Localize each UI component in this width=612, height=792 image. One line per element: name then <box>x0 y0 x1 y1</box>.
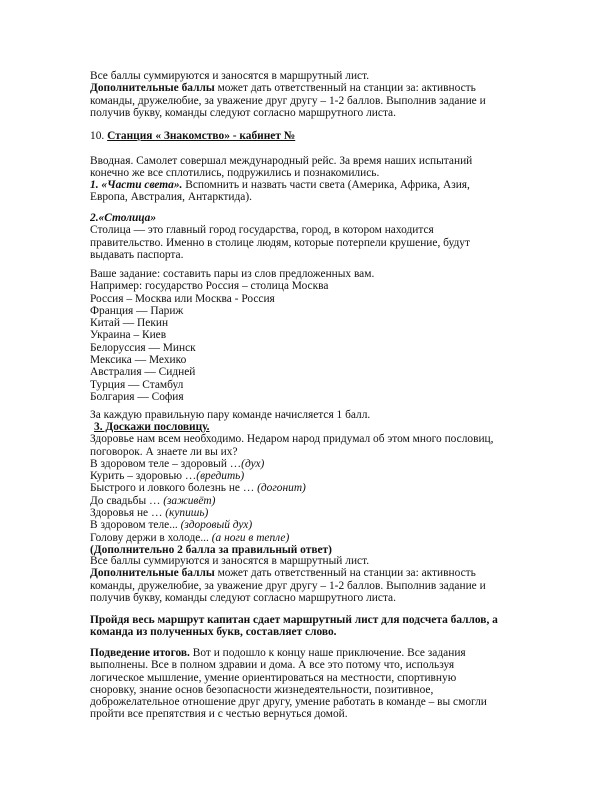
proverb-item <box>90 482 530 494</box>
text-line: Вводная. Самолет совершал международный рейс. За время наших испытаний <box>90 155 473 167</box>
text-line: команды, дружелюбие, за уважение друг другу – 1-2 баллов. Выполнив задание и <box>90 94 486 107</box>
proverb-item <box>90 532 530 544</box>
text-line <box>90 82 530 94</box>
bonus-note: (Дополнительно 2 балла за правильный ответ) <box>90 543 332 556</box>
proverb-item <box>90 495 530 507</box>
text-fragment: может дать ответственный на станции за: активность <box>214 82 476 95</box>
pair-item: Украина – Киев <box>90 329 167 342</box>
text-line: Все баллы суммируются и заносятся в маршрутный лист. <box>90 70 370 82</box>
proverb-answer: (дух) <box>241 457 265 470</box>
pair-item: Мексика — Мехико <box>90 354 187 367</box>
text-line: команда из полученных букв, составляет слово. <box>90 626 337 639</box>
task-title: 3. Доскажи пословицу. <box>94 421 210 433</box>
final-route-note <box>90 614 530 639</box>
proverb-answer: (заживёт) <box>163 494 216 507</box>
proverb-item <box>90 470 530 482</box>
proverb-text: Быстрого и ловкого болезнь не … <box>90 482 258 495</box>
text-line: пройти все препятствия и с честью вернуться домой. <box>90 708 348 721</box>
text-line: Столица — это главный город государства, город, в котором находится <box>90 224 434 237</box>
proverb-text: Курить – здоровью … <box>90 470 197 483</box>
pairs-score-note <box>90 409 530 421</box>
bold-term: Дополнительные баллы <box>90 567 215 580</box>
text-line: правительство. Именно в столице людям, которые потерпели крушение, будут <box>90 236 470 249</box>
proverb-answer: (а ноги в тепле) <box>211 531 290 544</box>
text-line: команды, дружелюбие, за уважение друг другу – 1-2 баллов. Выполнив задание и <box>90 579 486 592</box>
text-line: получив букву, команды следуют согласно маршрутного листа. <box>90 106 396 119</box>
proverb-text: Голову держи в холоде... <box>90 531 212 544</box>
pair-item: Австралия — Сидней <box>90 366 196 379</box>
text-line: выполнены. Все в полном здравии и дома. А все это потому что, используя <box>90 659 455 672</box>
proverb-text: В здоровом теле – здоровый … <box>90 457 242 470</box>
text-fragment: может дать ответственный на станции за: активность <box>214 567 476 580</box>
pair-item: Россия – Москва или Москва - Россия <box>90 292 275 305</box>
intro-paragraph <box>90 155 530 180</box>
station-heading <box>90 130 530 142</box>
task-title: 1. «Части света». <box>90 179 183 191</box>
text-line: конечно же все сплотились, подружились и познакомились. <box>90 167 380 180</box>
proverb-answer: (купишь) <box>165 507 209 520</box>
proverb-item <box>90 458 530 470</box>
summary-paragraph <box>90 647 530 721</box>
text-line: сноровку, знание основ безопасности жизнедеятельности, позитивное, <box>90 683 434 696</box>
pair-item: Болгария — София <box>90 390 184 403</box>
text-line <box>90 647 530 659</box>
scoring-note-2 <box>90 555 530 604</box>
proverb-text: В здоровом теле... <box>90 519 181 532</box>
task-proverbs <box>90 421 530 556</box>
text-line: выдавать паспорта. <box>90 248 184 261</box>
station-title: Станция « Знакомство» - кабинет № <box>107 130 296 142</box>
text-line: Европа, Австралия, Антарктида). <box>90 191 252 204</box>
task-capital <box>90 212 530 261</box>
text-line: Все баллы суммируются и заносятся в маршрутный лист. <box>90 555 370 567</box>
text-line <box>90 130 530 142</box>
proverb-answer: (здоровый дух) <box>180 519 253 532</box>
text-line: Например: государство Россия – столица Москва <box>90 280 329 293</box>
text-line: Ваше задание: составить пары из слов предложенных вам. <box>90 268 375 280</box>
capital-pairs <box>90 268 530 403</box>
text-fragment: Вот и подошло к концу наше приключение. Все задания <box>189 647 466 659</box>
summary-title: Подведение итогов. <box>90 647 190 659</box>
task-title: 2.«Столица» <box>90 212 157 224</box>
proverb-answer: (вредить) <box>196 470 245 483</box>
text-fragment: Вспомнить и назвать части света (Америка, Африка, Азия, <box>182 179 470 191</box>
proverb-text: Здоровья не … <box>90 507 166 520</box>
text-line: Пройдя весь маршрут капитан сдает маршрутный лист для подсчета баллов, а <box>90 614 498 626</box>
pair-item: Белоруссия — Минск <box>90 341 196 354</box>
pair-item: Китай — Пекин <box>90 317 169 330</box>
task-parts-of-world <box>90 179 530 204</box>
pair-item: Турция — Стамбул <box>90 378 184 391</box>
proverb-item <box>90 519 530 531</box>
text-line: получив букву, команды следуют согласно маршрутного листа. <box>90 591 396 604</box>
scoring-note-1 <box>90 70 530 119</box>
text-line: логическое мышление, умение ориентироваться на местности, спортивную <box>90 671 457 684</box>
proverb-text: До свадьбы … <box>90 494 164 507</box>
station-number: 10. <box>90 130 105 142</box>
text-line: Здоровье нам всем необходимо. Недаром народ придумал об этом много пословиц, <box>90 433 494 446</box>
text-line <box>90 179 530 191</box>
text-line <box>90 567 530 579</box>
bold-term: Дополнительные баллы <box>90 82 215 95</box>
text-line: поговорок. А знаете ли вы их? <box>90 445 238 458</box>
pair-item: Франция — Париж <box>90 304 184 317</box>
text-line: За каждую правильную пару команде начисляется 1 балл. <box>90 409 371 421</box>
text-line: доброжелательное отношение друг другу, умение работать в команде – вы смогли <box>90 696 487 709</box>
proverb-answer: (догонит) <box>257 482 306 495</box>
proverb-item <box>90 507 530 519</box>
